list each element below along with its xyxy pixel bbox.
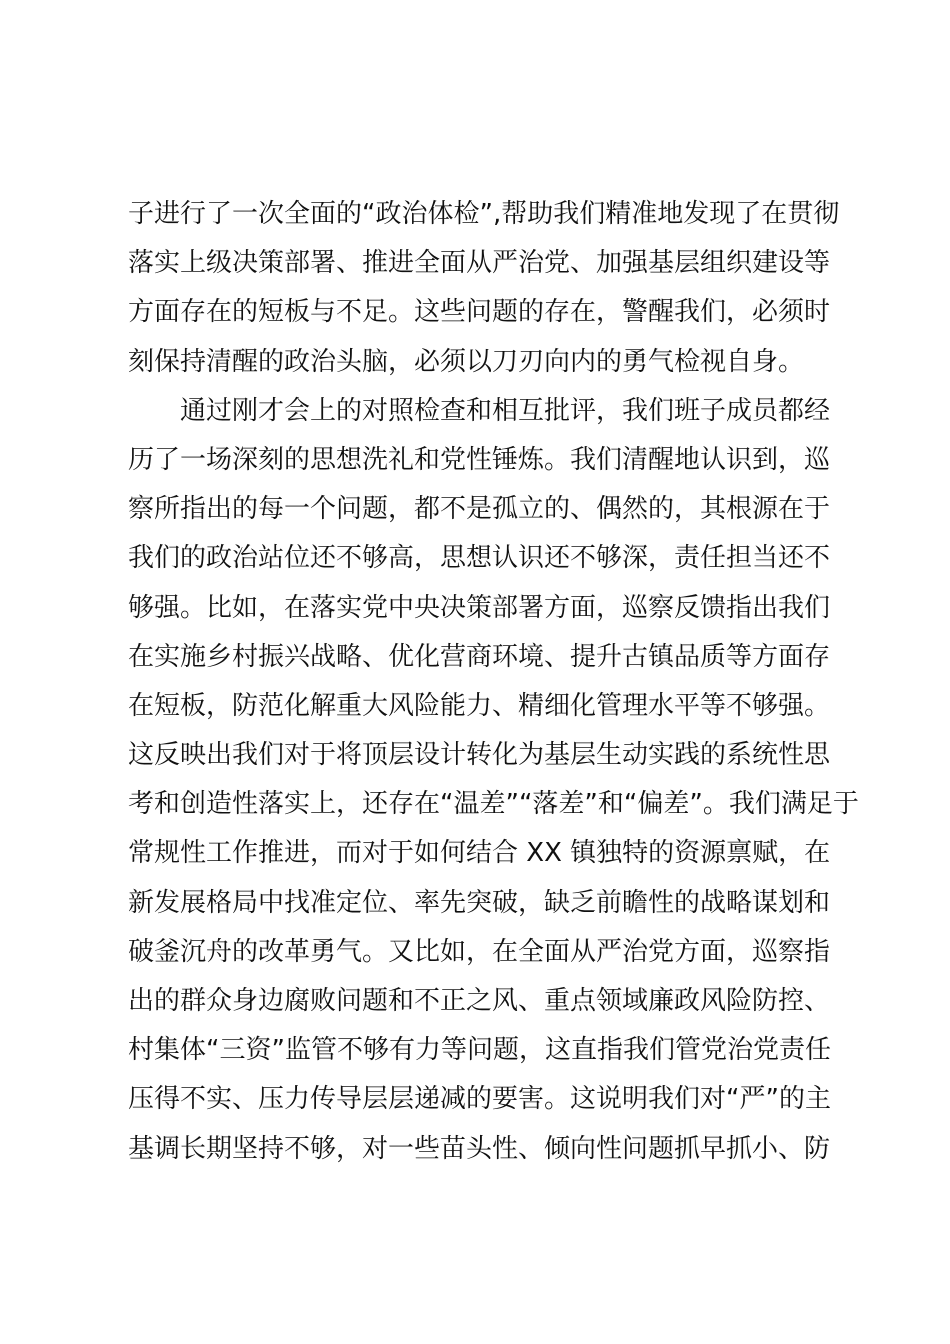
paragraph-1-line-1: 子进行了一次全面的“政治体检”,帮助我们精准地发现了在贯彻 bbox=[128, 199, 840, 229]
paragraph-2-line-12: 破釜沉舟的改革勇气。又比如，在全面从严治党方面，巡察指 bbox=[128, 936, 831, 967]
paragraph-2-line-5: 够强。比如，在落实党中央决策部署方面，巡察反馈指出我们 bbox=[128, 592, 831, 623]
paragraph-2-line-14: 村集体“三资”监管不够有力等问题，这直指我们管党治党责任 bbox=[128, 1035, 831, 1066]
paragraph-2-line-3: 察所指出的每一个问题，都不是孤立的、偶然的，其根源在于 bbox=[128, 494, 831, 525]
paragraph-2-line-7: 在短板，防范化解重大风险能力、精细化管理水平等不够强。 bbox=[128, 690, 831, 721]
paragraph-2-line-11: 新发展格局中找准定位、率先突破，缺乏前瞻性的战略谋划和 bbox=[128, 887, 831, 918]
paragraph-2-line-1: 通过刚才会上的对照检查和相互批评，我们班子成员都经 bbox=[180, 395, 831, 426]
paragraph-2-line-8: 这反映出我们对于将顶层设计转化为基层生动实践的系统性思 bbox=[128, 740, 831, 771]
paragraph-2-line-16: 基调长期坚持不够，对一些苗头性、倾向性问题抓早抓小、防 bbox=[128, 1133, 831, 1164]
paragraph-2-line-6: 在实施乡村振兴战略、优化营商环境、提升古镇品质等方面存 bbox=[128, 641, 831, 672]
paragraph-2-line-2: 历了一场深刻的思想洗礼和党性锤炼。我们清醒地认识到，巡 bbox=[128, 444, 831, 475]
paragraph-2-line-4: 我们的政治站位还不够高，思想认识还不够深，责任担当还不 bbox=[128, 543, 831, 574]
paragraph-2-line-10: 常规性工作推进，而对于如何结合 XX 镇独特的资源禀赋，在 bbox=[128, 838, 831, 869]
paragraph-2-line-13: 出的群众身边腐败问题和不正之风、重点领域廉政风险防控、 bbox=[128, 986, 831, 1016]
paragraph-2-line-15: 压得不实、压力传导层层递减的要害。这说明我们对“严”的主 bbox=[128, 1084, 831, 1115]
paragraph-2-line-9: 考和创造性落实上，还存在“温差”“落差”和“偏差”。我们满足于 bbox=[128, 789, 859, 820]
body-text bbox=[128, 190, 859, 1174]
paragraph-1-line-2: 落实上级决策部署、推进全面从严治党、加强基层组织建设等 bbox=[128, 248, 831, 279]
paragraph-1-line-3: 方面存在的短板与不足。这些问题的存在，警醒我们，必须时 bbox=[128, 297, 831, 328]
paragraph-1-line-4: 刻保持清醒的政治头脑，必须以刀刃向内的勇气检视自身。 bbox=[128, 346, 805, 377]
